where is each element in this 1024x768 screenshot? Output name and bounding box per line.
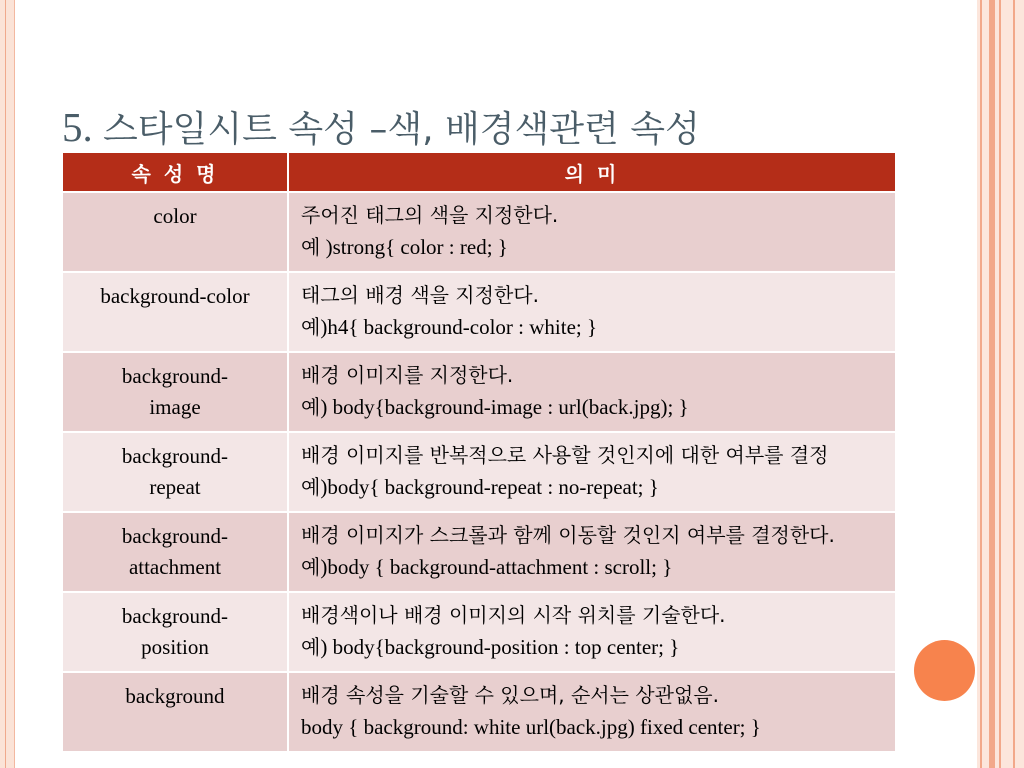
table-row [62,192,896,272]
table-header-row [62,152,896,192]
description-text: 배경 이미지를 지정한다. [301,363,514,387]
description-text: 배경 속성을 기술할 수 있으며, 순서는 상관없음. [301,683,719,707]
example-code: 예 )strong{ color : red; } [301,235,508,259]
header-meaning: 의 미 [288,152,896,192]
property-description [288,192,896,272]
header-property-name: 속 성 명 [62,152,288,192]
property-name: background-attachment [62,512,288,592]
property-description [288,432,896,512]
property-name: color [62,192,288,272]
description-text: 배경색이나 배경 이미지의 시작 위치를 기술한다. [301,603,726,627]
property-description [288,592,896,672]
property-description [288,352,896,432]
table-row [62,352,896,432]
left-border-decoration [0,0,15,768]
example-code: 예)h4{ background-color : white; } [301,315,598,339]
table-row [62,592,896,672]
description-text: 주어진 태그의 색을 지정한다. [301,203,559,227]
property-name: background [62,672,288,752]
example-code: 예) body{background-image : url(back.jpg); } [301,395,689,419]
example-code: 예) body{background-position : top center; } [301,635,680,659]
description-text: 배경 이미지를 반복적으로 사용할 것인지에 대한 여부를 결정 [301,443,829,467]
title-prefix: 5. [62,104,93,150]
example-code: 예)body{ background-repeat : no-repeat; } [301,475,659,499]
css-property-table [61,151,897,753]
property-name: background-repeat [62,432,288,512]
example-code: body { background: white url(back.jpg) fixed center; } [301,715,761,739]
example-code: 예)body { background-attachment : scroll; } [301,555,673,579]
table-row [62,512,896,592]
right-border-decoration [977,0,1024,768]
title-text: 스타일시트 속성 –색, 배경색관련 속성 [103,109,700,150]
accent-circle [914,640,975,701]
description-text: 배경 이미지가 스크롤과 함께 이동할 것인지 여부를 결정한다. [301,523,835,547]
property-description [288,272,896,352]
table-row [62,432,896,512]
table-row [62,672,896,752]
table-row [62,272,896,352]
description-text: 태그의 배경 색을 지정한다. [301,283,539,307]
property-name: background-position [62,592,288,672]
property-name: background-color [62,272,288,352]
property-name: background-image [62,352,288,432]
property-description [288,672,896,752]
property-description [288,512,896,592]
